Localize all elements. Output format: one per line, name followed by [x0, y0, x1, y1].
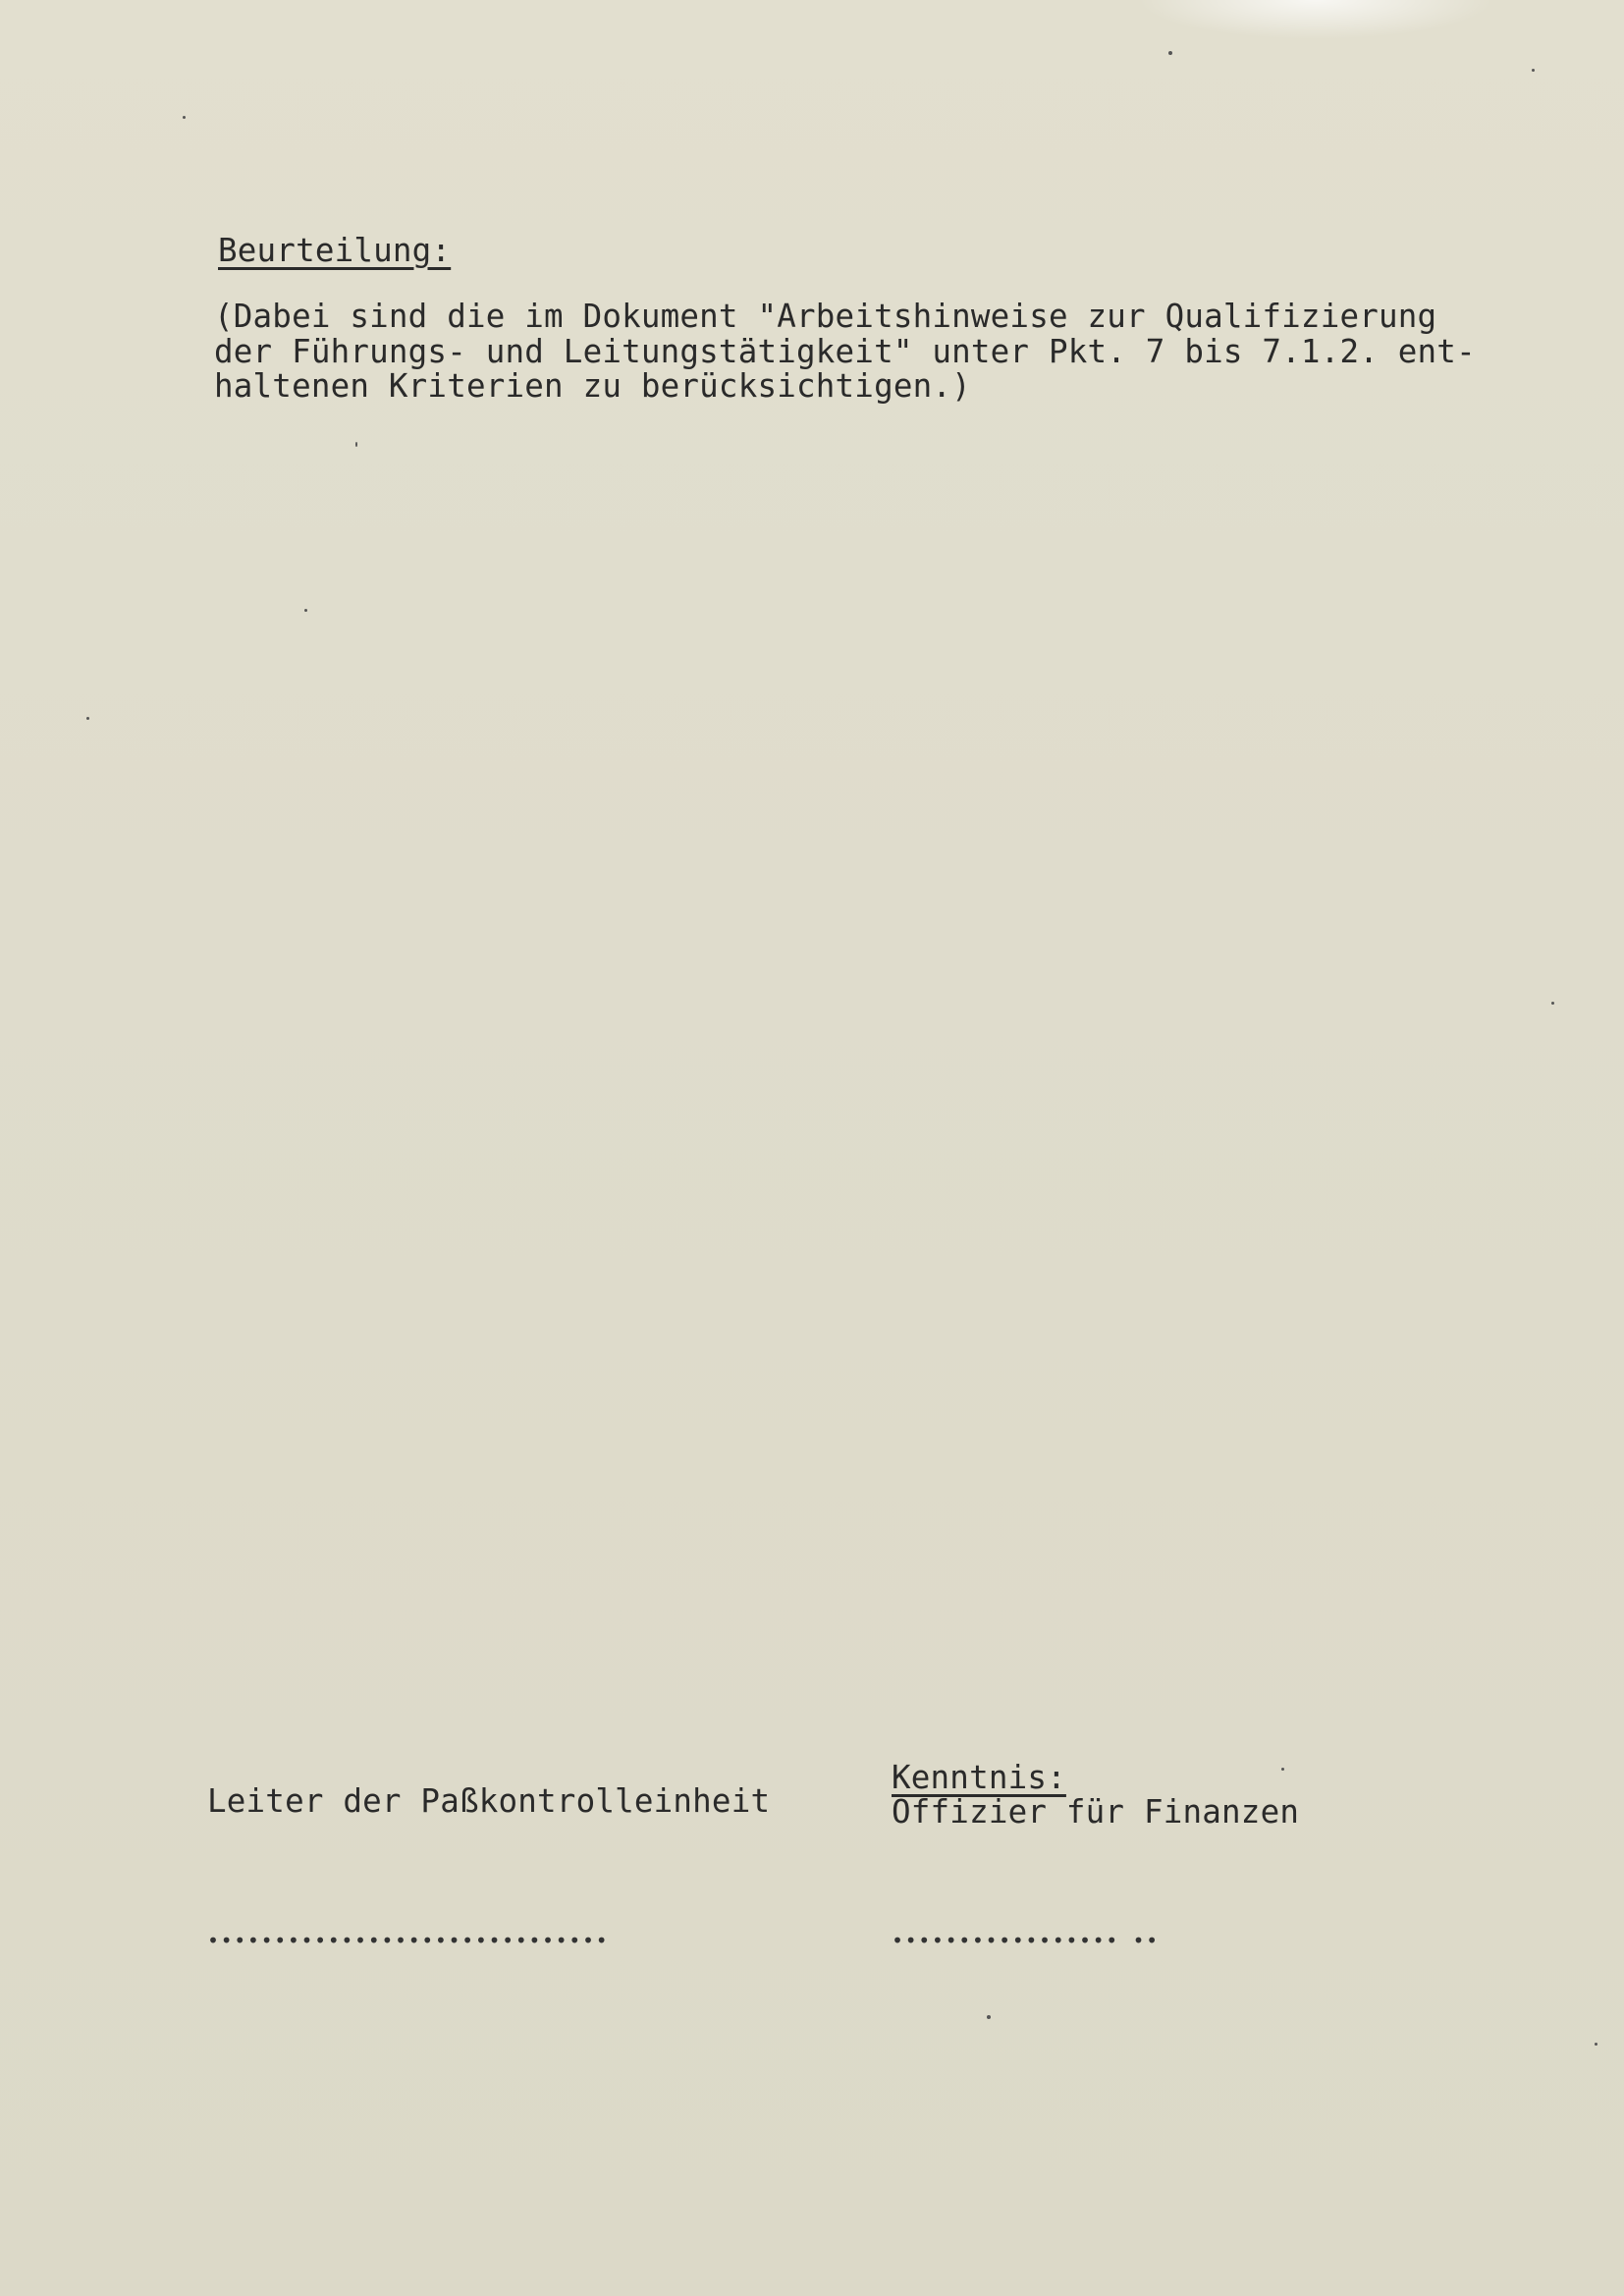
paper-speck: [304, 609, 307, 612]
right-signature-line: ••••••••••••••••• ••: [892, 1929, 1160, 1952]
paper-speck: [86, 717, 89, 720]
right-signatory-title: Offizier für Finanzen: [892, 1793, 1300, 1831]
paper-speck: [1281, 1768, 1284, 1771]
paper-speck: [1168, 51, 1172, 55]
paper-speck: [987, 2015, 991, 2019]
paper-speck: [1551, 1002, 1554, 1005]
left-signatory-title: Leiter der Paßkontrolleinheit: [207, 1782, 771, 1820]
left-signature-line: ••••••••••••••••••••••••••••••: [207, 1929, 610, 1952]
paper-speck: [355, 442, 357, 447]
assessment-note-line-3: haltenen Kriterien zu berücksichtigen.): [214, 367, 971, 405]
paper-speck: [183, 116, 186, 119]
right-acknowledgement-label: Kenntnis:: [892, 1759, 1066, 1796]
paper-speck: [1595, 2043, 1597, 2046]
paper-speck: [1532, 69, 1535, 72]
assessment-heading: Beurteilung:: [218, 232, 452, 269]
assessment-note-line-1: (Dabei sind die im Dokument "Arbeitshinweise zur Qualifizierung: [214, 298, 1437, 335]
assessment-note-line-2: der Führungs- und Leitungstätigkeit" unter Pkt. 7 bis 7.1.2. ent-: [214, 333, 1476, 370]
